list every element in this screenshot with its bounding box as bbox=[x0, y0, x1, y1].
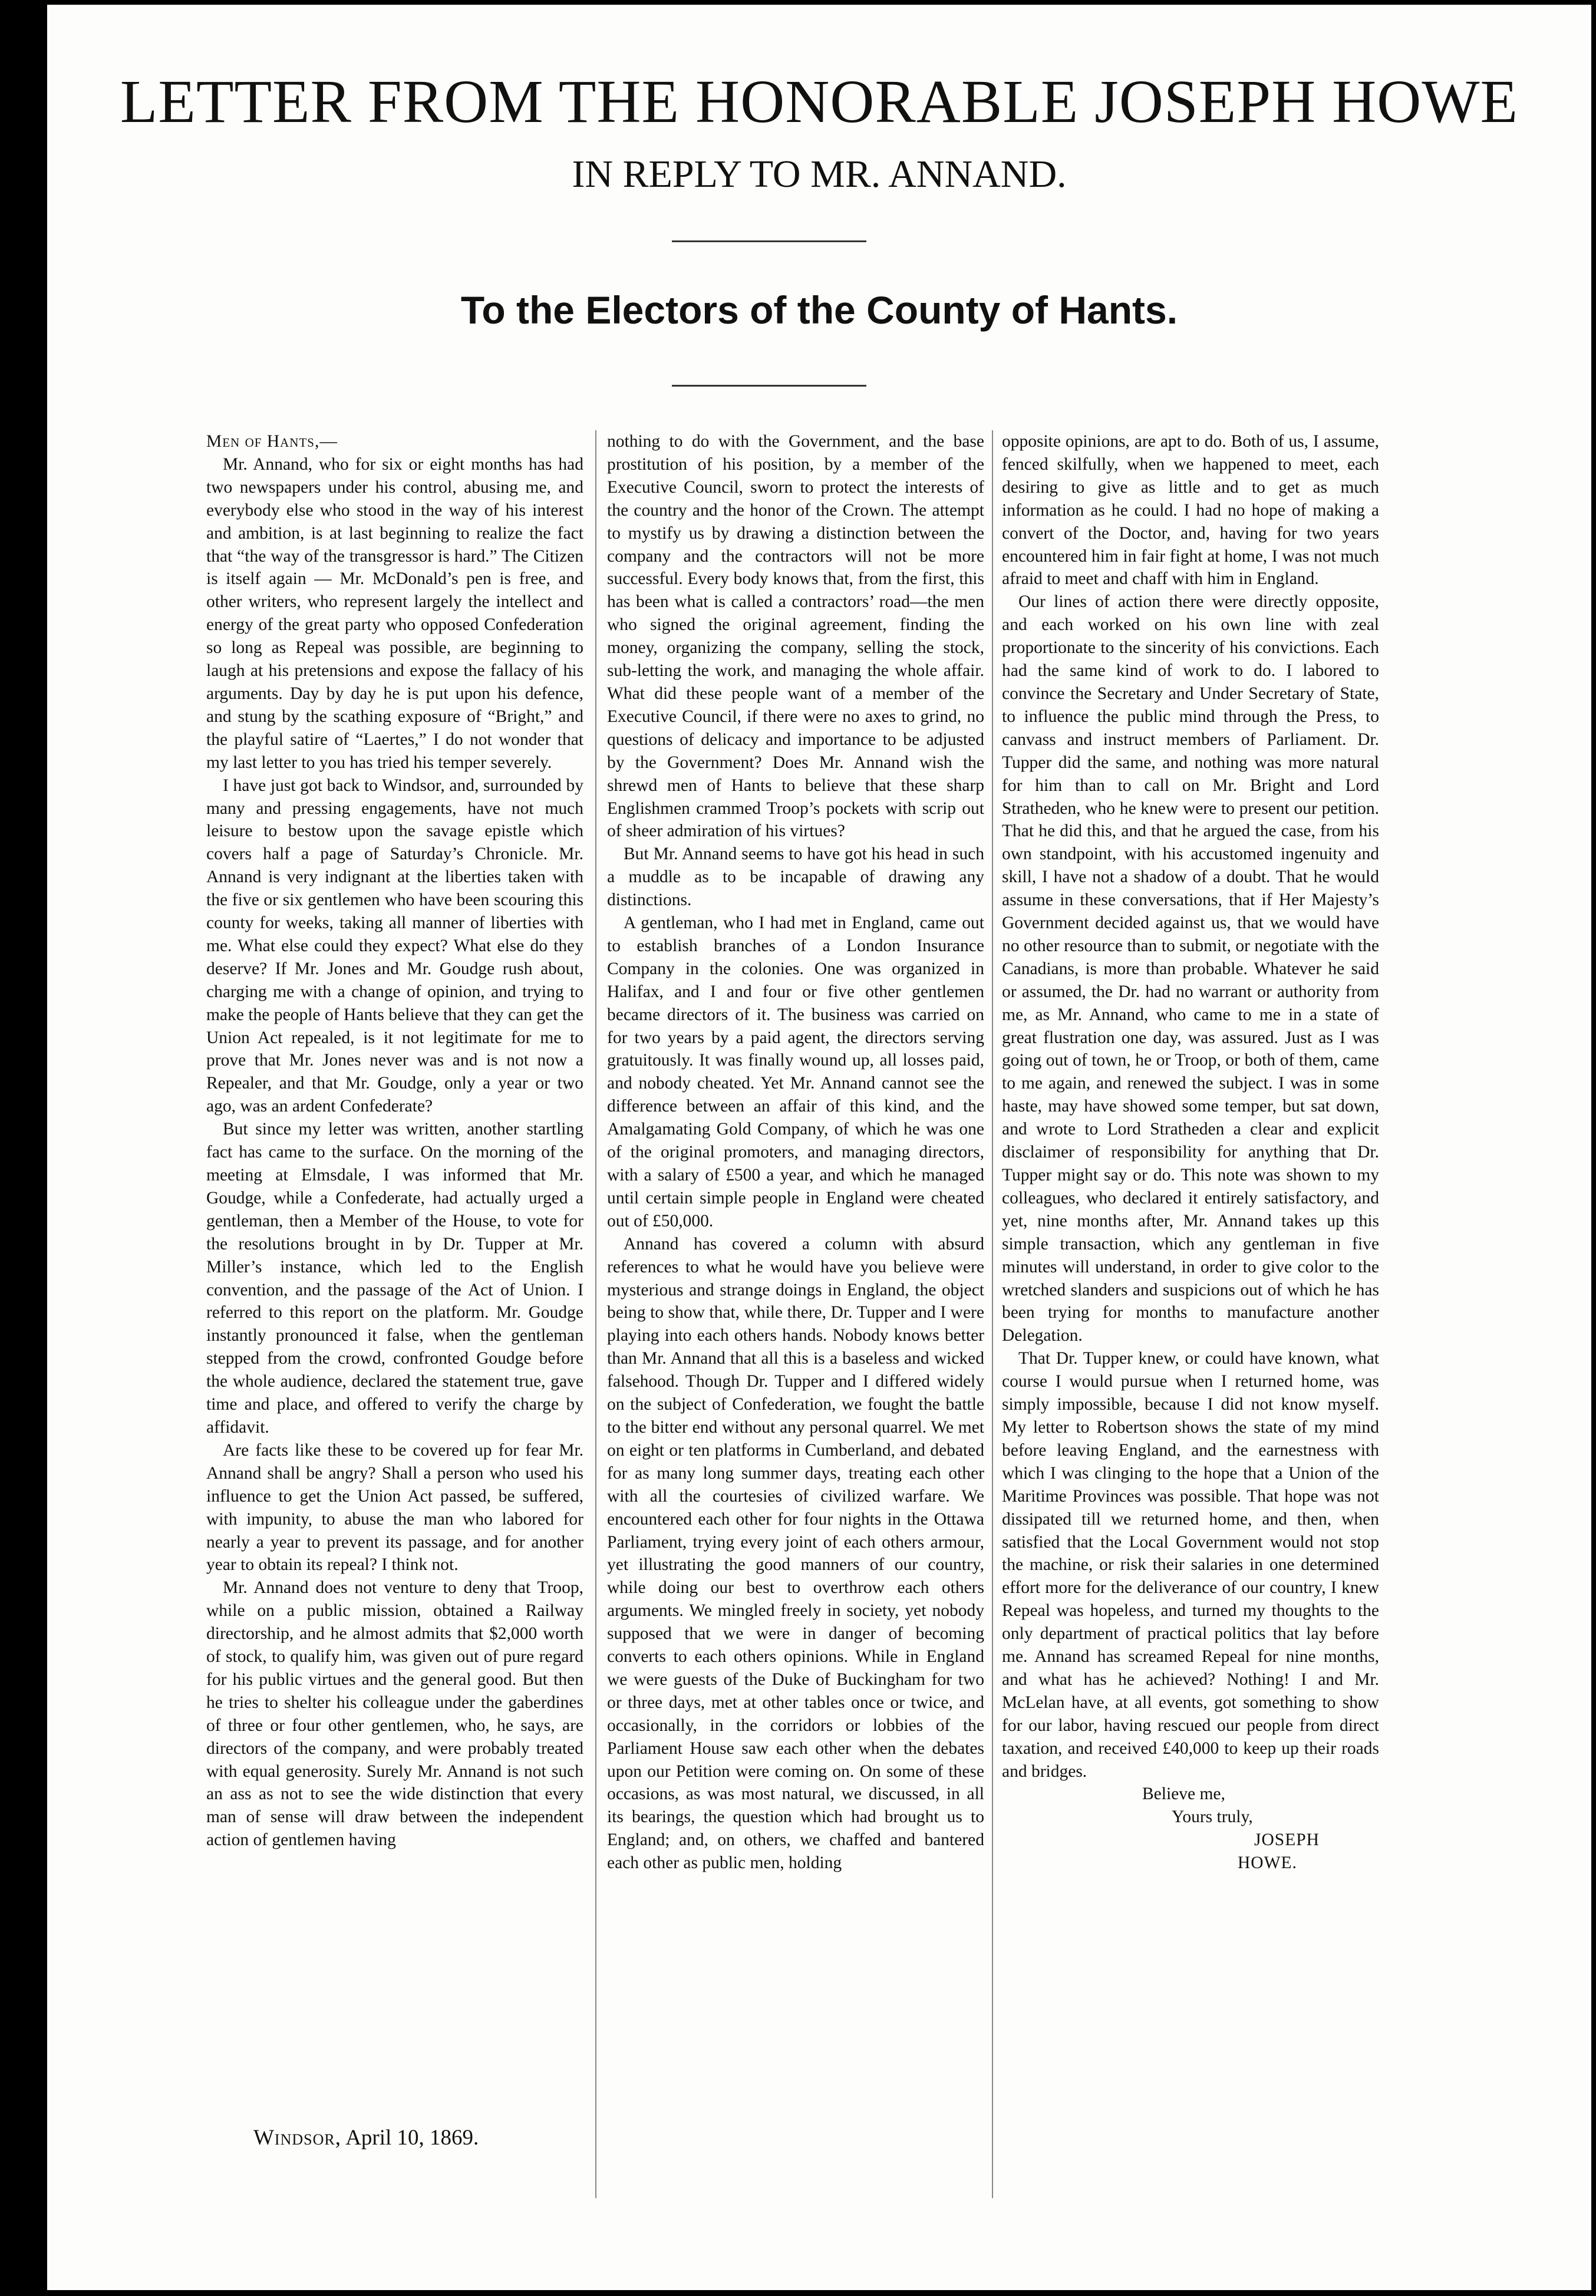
column-divider-left bbox=[595, 430, 596, 2198]
salutation: Men of Hants,— bbox=[206, 432, 338, 451]
text-column-1 bbox=[206, 430, 583, 1852]
paragraph: But since my letter was written, another startling fact has came to the surface. On the morning of the meeting at Elmsdale, I was informed that Mr. Goudge, while a Confederate, had actually urged a gentleman, then a Member of the House, to vote for the resolutions brought in by Dr. Tupper at Mr. Miller’s instance, which led to the English convention, and the passage of the Act of Union. I referred to this report on the platform. Mr. Goudge instantly pronounced it false, when the gentleman stepped from the crowd, confronted Goudge before the whole audience, declared the statement true, gave time and place, and offered to verify the charge by affidavit. bbox=[206, 1120, 583, 1437]
signature: JOSEPH HOWE. bbox=[1238, 1830, 1320, 1873]
header-divider-top bbox=[672, 240, 866, 242]
paragraph: A gentleman, who I had met in England, came out to establish branches of a London Insurance Company in the colonies. One was organized in Halifax, and I and four or five other gentlemen became directors of it. The business was carried on for two years by a paid agent, the directors serving gratuitously. It was finally wound up, all losses paid, and nobody cheated. Yet Mr. Annand cannot see the difference between an affair of this kind, and the Amalgamating Gold Company, of which he was one of the original promoters, and managing directors, with a salary of £500 a year, and which he managed until certain simple people in England were cheated out of £50,000. bbox=[607, 913, 984, 1231]
document-title: LETTER FROM THE HONORABLE JOSEPH HOWE bbox=[120, 68, 1519, 136]
broadsheet-page bbox=[47, 5, 1591, 2290]
header-divider-bottom bbox=[672, 385, 866, 387]
dateline-place: Windsor, bbox=[253, 2126, 341, 2150]
text-column-3 bbox=[1002, 430, 1379, 1875]
text-column-2 bbox=[607, 430, 984, 1875]
dateline-date: April 10, 1869. bbox=[345, 2126, 479, 2150]
paragraph: But Mr. Annand seems to have got his head in such a muddle as to be incapable of drawing any distinctions. bbox=[607, 844, 984, 910]
paragraph: Mr. Annand, who for six or eight months has had two newspapers under his control, abusing me, and everybody else who stood in the way of his interest and ambition, is at last beginning to realize the fact that “the way of the transgressor is hard.” The Citizen is itself again — Mr. McDonald’s pen is free, and other writers, who represent largely the intellect and energy of the great party who opposed Confederation so long as Repeal was possible, are beginning to laugh at his pretensions and expose the fallacy of his arguments. Day by day he is put upon his defence, and stung by the scathing exposure of “Bright,” and the playful satire of “Laertes,” I do not wonder that my last letter to you has tried his temper severely. bbox=[206, 454, 583, 772]
dateline bbox=[253, 2125, 479, 2150]
column-divider-right bbox=[992, 430, 993, 2198]
address-heading: To the Electors of the County of Hants. bbox=[460, 288, 1178, 332]
paragraph: Mr. Annand does not venture to deny that Troop, while on a public mission, obtained a Railway directorship, and he almost admits that $2,000 worth of stock, to qualify him, was given out of pure regard for his public virtues and the general good. But then he tries to shelter his colleague under the gaberdines of three or four other gentlemen, who, he says, are directors of the company, and were probably treated with equal generosity. Surely Mr. Annand is not such an ass as not to see the wide distinction that every man of sense will draw between the independent action of gentlemen having bbox=[206, 1578, 583, 1850]
paragraph: Are facts like these to be covered up for fear Mr. Annand shall be angry? Shall a person who used his influence to get the Union Act passed, be suffered, with impunity, to abuse the man who labored for nearly a year to prevent its passage, and for another year to obtain its repeal? I think not. bbox=[206, 1440, 583, 1575]
paragraph: That Dr. Tupper knew, or could have known, what course I would pursue when I returned home, was simply impossible, because I did not know myself. My letter to Robertson shows the state of my mind before leaving England, and the earnestness with which I was clinging to the hope that a Union of the Maritime Provinces was possible. That hope was not dissipated till we returned home, and then, when satisfied that the Local Government would not stop the machine, or risk their salaries in one determined effort more for the deliverance of our country, I knew Repeal was hopeless, and turned my thoughts to the only department of practical politics that lay before me. Annand has screamed Repeal for nine months, and what has he achieved? Nothing! I and Mr. McLelan have, at all events, got something to show for our labor, having rescued our people from direct taxation, and received £40,000 to keep up their roads and bridges. bbox=[1002, 1349, 1379, 1781]
document-subtitle: IN REPLY TO MR. ANNAND. bbox=[572, 153, 1067, 196]
paragraph: Annand has covered a column with absurd references to what he would have you believe were mysterious and strange doings in England, the object being to show that, while there, Dr. Tupper and I were playing into each others hands. Nobody knows better than Mr. Annand that all this is a baseless and wicked falsehood. Though Dr. Tupper and I differed widely on the subject of Confederation, we fought the battle to the bitter end without any personal quarrel. We met on eight or ten platforms in Cumberland, and debated for as many long summer days, treating each other with all the courtesies of civilized warfare. We encountered each other for four nights in the Ottawa Parliament, trying every joint of each others armour, yet illustrating the good manners of our country, while doing our best to overthrow each others arguments. We mingled freely in society, yet nobody supposed that we were in danger of becoming converts to each others opinions. While in England we were guests of the Duke of Buckingham for two or three days, met at other tables once or twice, and occasionally, in the corridors or lobbies of the Parliament House saw each other when the debates upon our Petition were coming on. On some of these occasions, as was most natural, we discussed, in all its bearings, the question which had brought us to England; and, on others, we chaffed and bantered each other as public men, holding bbox=[607, 1234, 984, 1873]
paragraph: I have just got back to Windsor, and, surrounded by many and pressing engagements, have not much leisure to bestow upon the savage epistle which covers half a page of Saturday’s Chronicle. Mr. Annand is very indignant at the liberties taken with the five or six gentlemen who have been scouring this county for weeks, taking all manner of liberties with me. What else could they expect? What else do they deserve? If Mr. Jones and Mr. Goudge rush about, charging me with a change of opinion, and trying to make the people of Hants believe that they can get the Union Act repealed, is it not legitimate for me to prove that Mr. Jones never was and is not now a Repealer, and that Mr. Goudge, only a year or two ago, was an ardent Confederate? bbox=[206, 776, 583, 1116]
paragraph-continued: nothing to do with the Government, and the base prostitution of his position, by a member of the Executive Council, sworn to protect the interests of the country and the honor of the Crown. The attempt to mystify us by drawing a distinction between the company and the contractors will not be more successful. Every body knows that, from the first, this has been what is called a contractors’ road—the men who signed the original agreement, finding the money, organizing the company, selling the stock, sub-letting the work, and managing the whole affair. What did these people want of a member of the Executive Council, if there were no axes to grind, no questions of delicacy and importance to be adjusted by the Government? Does Mr. Annand wish the shrewd men of Hants to believe that these sharp Englishmen crammed Troop’s pockets with scrip out of sheer admiration of his virtues? bbox=[607, 432, 984, 841]
closing-line: Believe me, bbox=[1142, 1784, 1225, 1804]
paragraph: Our lines of action there were directly opposite, and each worked on his own line with zeal proportionate to the sincerity of his convictions. Each had the same kind of work to do. I labored to convince the Secretary and Under Secretary of State, to influence the public mind through the Press, to canvass and instruct members of Parliament. Dr. Tupper did the same, and nothing was more natural for him than to call on Mr. Bright and Lord Stratheden, who he knew were to present our petition. That he did this, and that he argued the case, from his own standpoint, with his accustomed ingenuity and skill, I have not a shadow of a doubt. That he would assume in these conversations, that if Her Majesty’s Government decided against us, that we would have no other resource than to submit, or negotiate with the Canadians, is more than probable. Whatever he said or assumed, the Dr. had no warrant or authority from me, as Mr. Annand, who came to me in a state of great flustration one day, was assured. Just as I was going out of town, he or Troop, or both of them, came to me again, and renewed the subject. I was in some haste, may have showed some temper, but sat down, and wrote to Lord Stratheden a clear and explicit disclaimer of responsibility for anything that Dr. Tupper might say or do. This note was shown to my colleagues, who declared it entirely satisfactory, and yet, nine months after, Mr. Annand takes up this simple transaction, which any gentleman in five minutes will understand, in order to give color to the wretched slanders and suspicions out of which he has been trying for months to manufacture another Delegation. bbox=[1002, 592, 1379, 1345]
paragraph-continued: opposite opinions, are apt to do. Both of us, I assume, fenced skilfully, when we happened to meet, each desiring to give as little and to get as much information as he could. I had no hope of making a convert of the Doctor, and, having for two years encountered him in fair fight at home, I was not much afraid to meet and chaff with him in England. bbox=[1002, 432, 1379, 589]
closing-line: Yours truly, bbox=[1172, 1807, 1253, 1827]
